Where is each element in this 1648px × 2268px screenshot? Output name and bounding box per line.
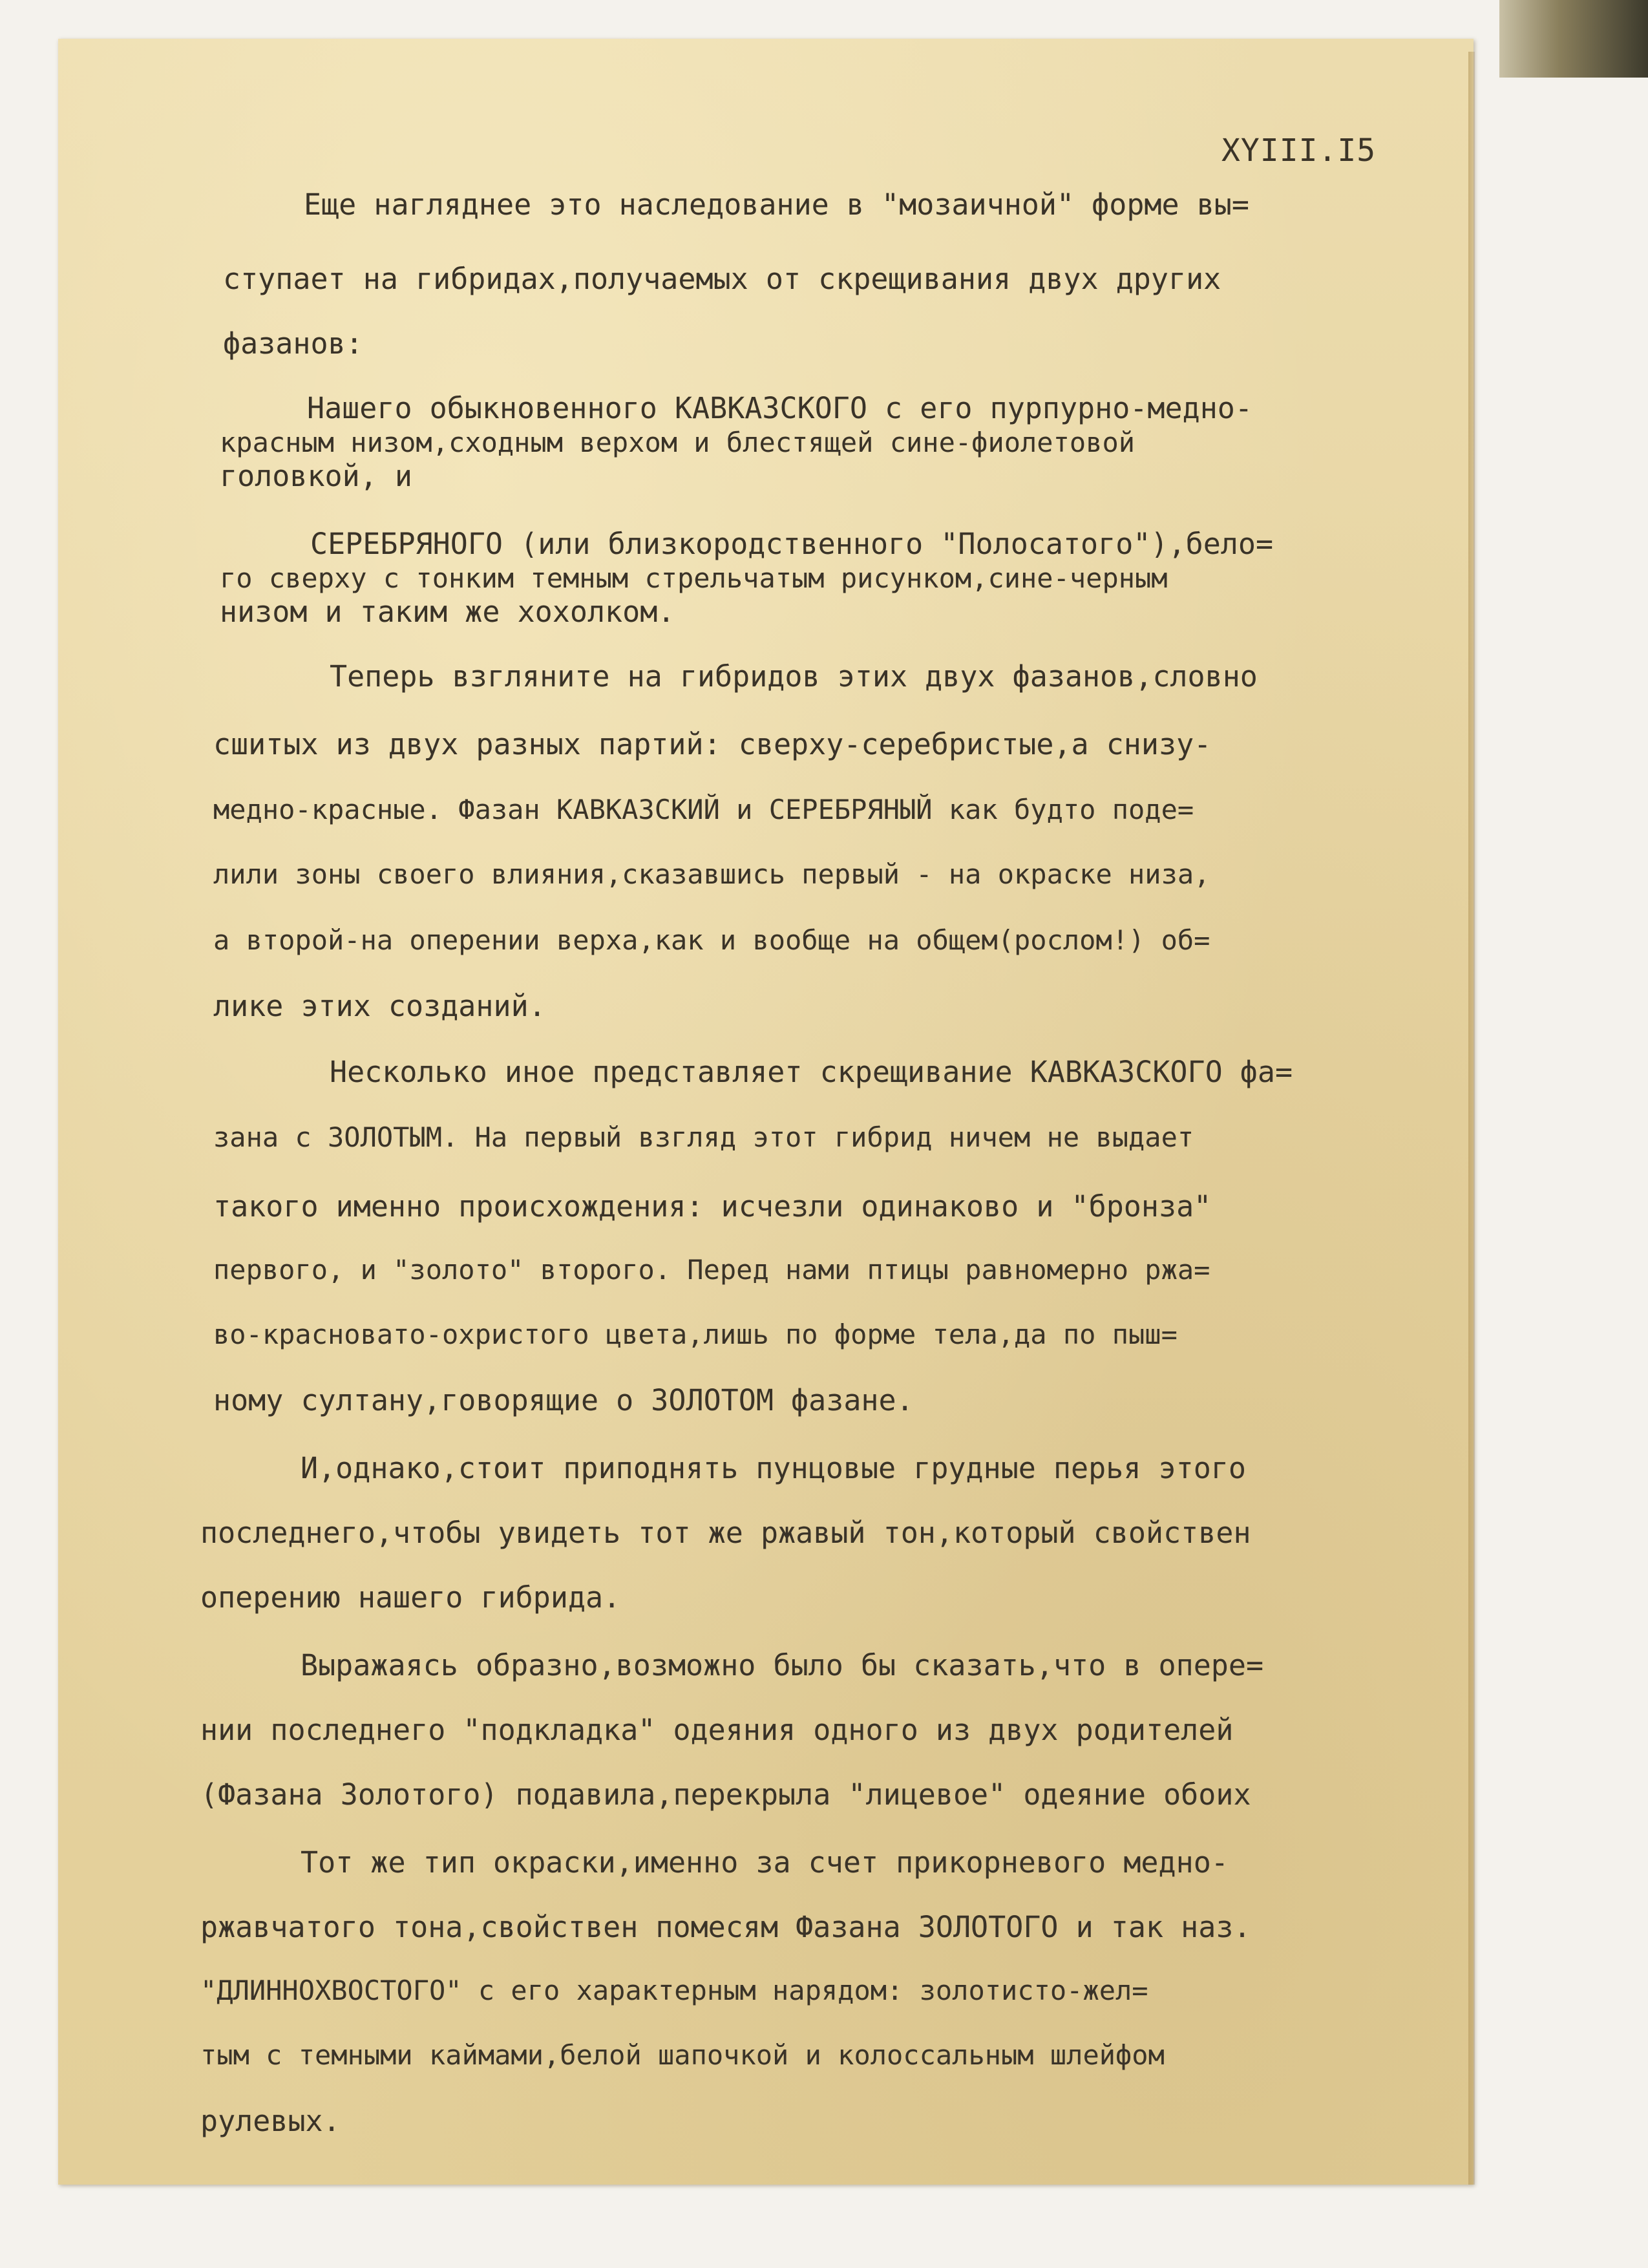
text-line: ржавчатого тона,свойствен помесям Фазана ЗОЛОТОГО и так наз. [200,1910,1251,1944]
text-line: сшитых из двух разных партий: сверху-серебристые,а снизу- [213,727,1212,761]
page-number: XYIII.I5 [1221,132,1377,169]
text-line: (Фазана Золотого) подавила,перекрыла "лицевое" одеяние обоих [200,1777,1251,1812]
text-line: оперению нашего гибрида. [200,1580,621,1615]
text-line: тым с темными каймами,белой шапочкой и колоссальным шлейфом [200,2039,1165,2071]
text-line: такого именно происхождения: исчезли одинаково и "бронза" [213,1189,1212,1224]
page-edge [1468,52,1475,2185]
text-line: рулевых. [200,2104,341,2138]
text-line: СЕРЕБРЯНОГО (или близкородственного "Полосатого"),бело= [310,527,1274,561]
text-line: нии последнего "подкладка" одеяния одного из двух родителей [200,1713,1234,1747]
text-line: Еще нагляднее это наследование в "мозаичной" форме вы= [304,187,1249,222]
text-line: И,однако,стоит приподнять пунцовые грудные перья этого [301,1451,1246,1485]
text-line: "ДЛИННОХВОСТОГО" с его характерным нарядом: золотисто-жел= [200,1975,1148,2006]
text-line: во-красновато-охристого цвета,лишь по форме тела,да по пыш= [213,1319,1178,1350]
text-line: Нашего обыкновенного КАВКАЗСКОГО с его пурпурно-медно- [307,391,1252,425]
text-line: лили зоны своего влияния,сказавшись первый - на окраске низа, [213,858,1210,890]
text-line: а второй-на оперении верха,как и вообще на общем(рослом!) об= [213,924,1210,956]
text-line: головкой, и [220,459,413,493]
text-line: ному султану,говорящие о ЗОЛОТОМ фазане. [213,1383,914,1417]
text-line: первого, и "золото" второго. Перед нами птицы равномерно ржа= [213,1254,1210,1286]
text-line: низом и таким же хохолком. [220,595,675,629]
text-line: лике этих созданий. [213,989,546,1023]
text-line: фазанов: [223,326,363,361]
text-line: последнего,чтобы увидеть тот же ржавый тон,который свойствен [200,1516,1251,1550]
text-line: красным низом,сходным верхом и блестящей сине-фиолетовой [220,427,1136,458]
text-line: медно-красные. Фазан КАВКАЗСКИЙ и СЕРЕБРЯНЫЙ как будто поде= [213,794,1194,825]
text-line: ступает на гибридах,получаемых от скрещивания двух других [223,262,1221,296]
text-line: Тот же тип окраски,именно за счет прикорневого медно- [301,1845,1229,1880]
text-line: Выражаясь образно,возможно было бы сказать,что в опере= [301,1648,1264,1682]
text-line: Несколько иное представляет скрещивание КАВКАЗСКОГО фа= [330,1055,1293,1089]
text-line: го сверху с тонким темным стрельчатым рисунком,сине-черным [220,562,1168,594]
scanner-edge [1499,0,1648,78]
text-line: Теперь взгляните на гибридов этих двух фазанов,словно [330,659,1258,694]
text-line: зана с ЗОЛОТЫМ. На первый взгляд этот гибрид ничем не выдает [213,1121,1194,1153]
